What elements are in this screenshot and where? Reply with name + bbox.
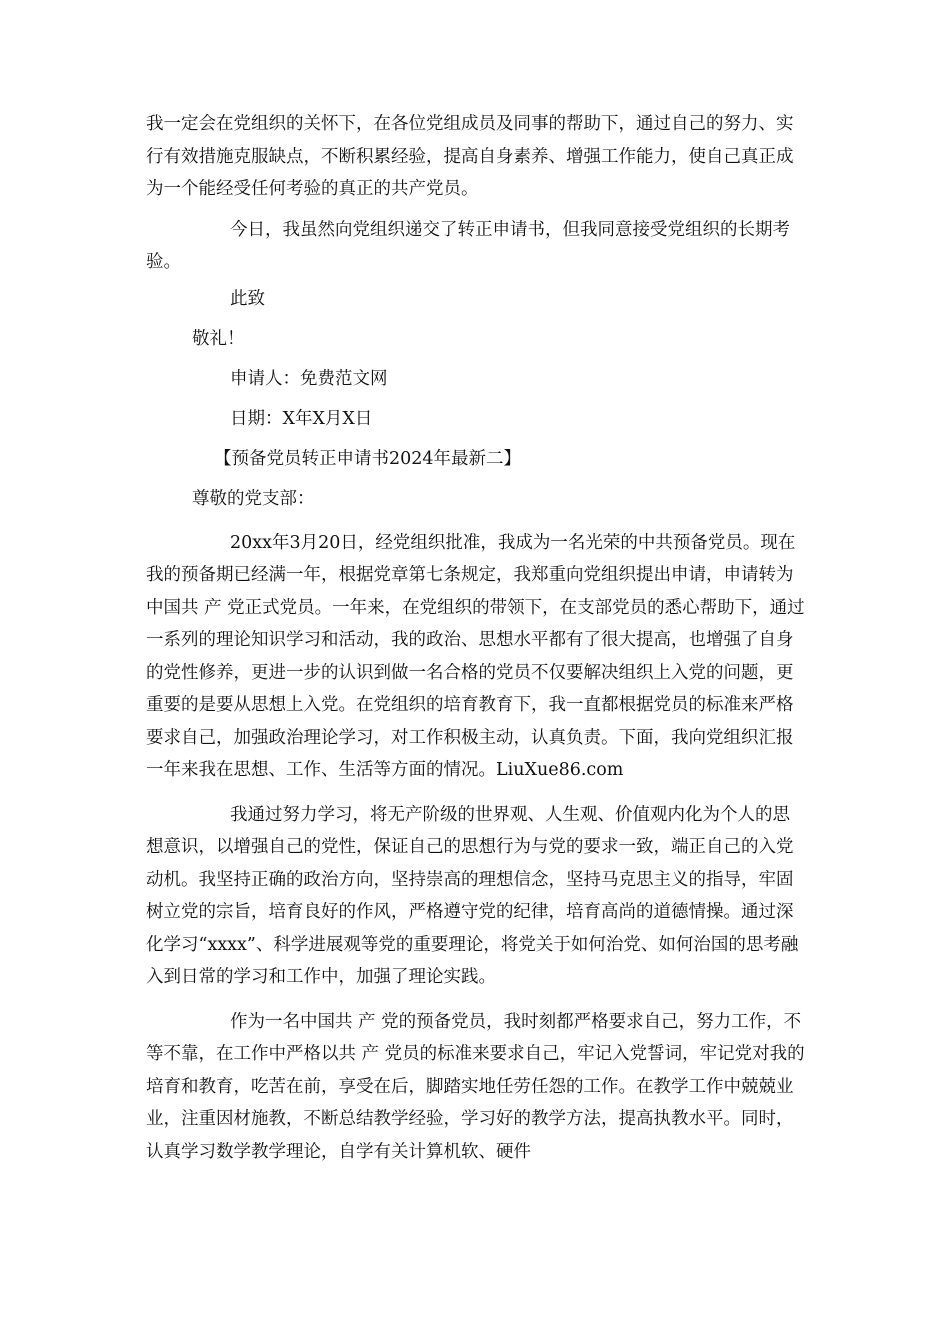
paragraph-work: 作为一名中国共 产 党的预备党员，我时刻都严格要求自己，努力工作，不等不靠，在工作中严格以共 产 党员的标准来要求自己，牢记入党誓词，牢记党对我的培育和教育，吃苦在前，享受在后，脚踏实地任劳任怨的工作。在教学工作中兢兢业业，注重因材施教，不断总结教学经验，学习好的教学方法，提高执教水平。同时，认真学习数学教学理论，自学有关计算机软、硬件 (146, 1011, 805, 1162)
section-title: 【预备党员转正申请书2024年最新二】 (214, 448, 522, 469)
paragraph-long-term-test: 今日，我虽然向党组织递交了转正申请书，但我同意接受党组织的长期考验。 (146, 219, 790, 272)
paragraph-ideology: 我通过努力学习，将无产阶级的世界观、人生观、价值观内化为个人的思想意识，以增强自己的党性，保证自己的思想行为与党的要求一致，端正自己的入党动机。我坚持正确的政治方向，坚持崇高的理想信念，坚持马克思主义的指导，牢固树立党的宗旨，培育良好的作风，严格遵守党的纪律，培育高尚的道德情操。通过深化学习“xxxx”、科学进展观等党的重要理论，将党关于如何治党、如何治国的思考融入到日常的学习和工作中，加强了理论实践。 (146, 804, 799, 987)
salutation: 尊敬的党支部： (192, 488, 315, 509)
closing-cizhi: 此致 (230, 288, 265, 309)
paragraph-commitment: 我一定会在党组织的关怀下，在各位党组成员及同事的帮助下，通过自己的努力、实行有效措施克服缺点，不断积累经验，提高自身素养、增强工作能力，使自己真正成为一个能经受任何考验的真正的共产党员。 (146, 114, 794, 199)
paragraph-probation-summary: 20xx年3月20日，经党组织批准，我成为一名光荣的中共预备党员。现在我的预备期已经满一年，根据党章第七条规定，我郑重向党组织提出申请，申请转为中国共 产 党正式党员。一年来，在党组织的带领下，在支部党员的悉心帮助下，通过一系列的理论知识学习和活动，我的政治、思想水平都有了很大提高，也增强了自身的党性修养，更进一步的认识到做一名合格的党员不仅要解决组织上入党的问题，更重要的是要从思想上入党。在党组织的培育教育下，我一直都根据党员的标准来严格要求自己，加强政治理论学习，对工作积极主动，认真负责。下面，我向党组织汇报一年来我在思想、工作、生活等方面的情况。LiuXue86.com (146, 532, 805, 780)
closing-jingli: 敬礼！ (192, 328, 245, 349)
applicant-line: 申请人：免费范文网 (230, 368, 388, 389)
document-page (146, 108, 806, 1168)
date-line: 日期：X年X月X日 (230, 408, 373, 429)
